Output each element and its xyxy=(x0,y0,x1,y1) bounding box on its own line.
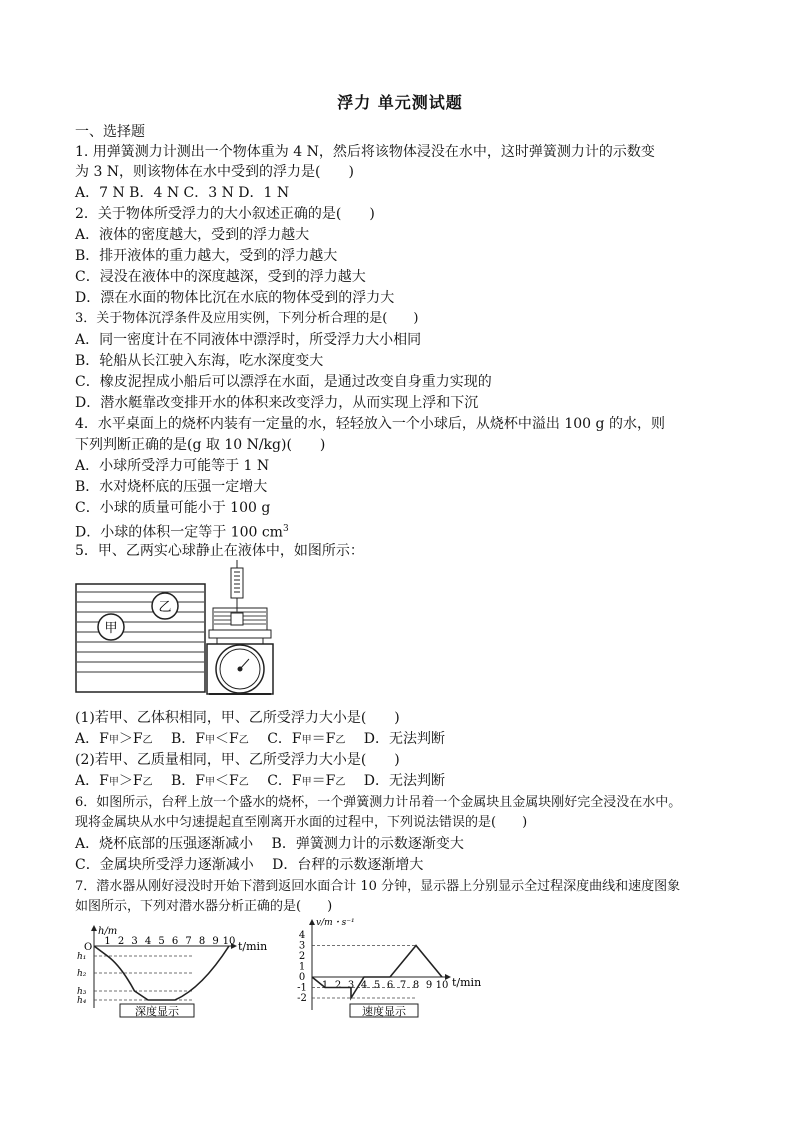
section-heading: 一、选择题 xyxy=(75,124,145,140)
speed-y-tick-label: 1 xyxy=(298,961,306,973)
q2-option-b: B．排开液体的重力越大，受到的浮力越大 xyxy=(75,248,338,264)
speed-x-tick-label: 6 xyxy=(386,980,394,991)
speed-x-tick-label: 2 xyxy=(334,980,342,991)
speed-ylabel: v/m・s⁻¹ xyxy=(316,918,355,928)
q4-stem-line1: 4．水平桌面上的烧杯内装有一定量的水，轻轻放入一个小球后，从烧杯中溢出 100 g 的水，则 xyxy=(75,416,665,432)
q7-stem-line1: 7．潜水器从刚好浸没时开始下潜到返回水面合计 10 分钟，显示器上分别显示全过程深度曲线和速度图象 xyxy=(75,879,681,894)
q4-stem-line2: 下列判断正确的是(g 取 10 N/kg)( ) xyxy=(75,437,326,453)
liquid-container-figure xyxy=(75,572,207,694)
page-title: 浮力 单元测试题 xyxy=(337,93,463,112)
depth-chart xyxy=(74,918,279,1018)
depth-x-tick-label: 9 xyxy=(212,936,219,947)
depth-xlabel: t/min xyxy=(238,940,268,953)
ball-jia-label: 甲 xyxy=(104,621,118,636)
speed-y-tick-label: 2 xyxy=(298,951,306,962)
ball-yi-label: 乙 xyxy=(158,600,172,615)
depth-x-tick-label: 7 xyxy=(185,936,192,947)
speed-y-tick-label: 0 xyxy=(298,972,306,983)
q5-sub2-options: A．F甲＞F乙 B．F甲＜F乙 C．F甲＝F乙 D．无法判断 xyxy=(75,773,446,789)
depth-x-tick-label: 2 xyxy=(117,936,125,947)
scale-spring-balance-figure xyxy=(205,560,277,696)
depth-ylabel: h/m xyxy=(98,926,118,937)
depth-y-tick-label: h₁ xyxy=(77,952,87,962)
q4-option-b: B．水对烧杯底的压强一定增大 xyxy=(75,479,268,495)
q2-stem: 2．关于物体所受浮力的大小叙述正确的是( ) xyxy=(75,206,375,222)
depth-y-tick-label: h₄ xyxy=(77,996,87,1006)
q3-option-d: D．潜水艇靠改变排开水的体积来改变浮力，从而实现上浮和下沉 xyxy=(75,395,479,411)
q3-option-c: C．橡皮泥捏成小船后可以漂浮在水面，是通过改变自身重力实现的 xyxy=(75,374,492,390)
q2-option-d: D．漂在水面的物体比沉在水底的物体受到的浮力大 xyxy=(75,290,395,306)
depth-x-tick-label: 6 xyxy=(171,936,179,947)
speed-chart xyxy=(290,914,495,1018)
depth-x-tick-label: 10 xyxy=(222,936,236,947)
speed-caption: 速度显示 xyxy=(362,1005,406,1018)
speed-x-tick-label: 9 xyxy=(425,980,433,991)
speed-y-tick-label: 3 xyxy=(298,940,306,952)
speed-x-tick-label: 4 xyxy=(360,980,368,991)
speed-x-tick-label: 5 xyxy=(373,980,381,991)
q3-option-a: A．同一密度计在不同液体中漂浮时，所受浮力大小相同 xyxy=(75,332,422,348)
q6-stem-line2: 现将金属块从水中匀速提起直至刚离开水面的过程中，下列说法错误的是( ) xyxy=(75,815,528,830)
depth-x-tick-label: 8 xyxy=(198,936,206,947)
depth-x-tick-label: 4 xyxy=(144,936,152,947)
q3-option-b: B．轮船从长江驶入东海，吃水深度变大 xyxy=(75,353,324,369)
speed-x-tick-label: 1 xyxy=(321,980,329,991)
q4-option-d: D．小球的体积一定等于 100 $cm^3$ xyxy=(75,524,289,541)
q1-stem-line1: 1. 用弹簧测力计测出一个物体重为 4 N，然后将该物体浸没在水中，这时弹簧测力计的示数变 xyxy=(75,144,655,160)
q5-sub2: (2)若甲、乙质量相同，甲、乙所受浮力大小是( ) xyxy=(75,752,400,768)
speed-xlabel: t/min xyxy=(452,976,482,989)
q1-stem-line2: 为 3 N，则该物体在水中受到的浮力是( ) xyxy=(75,164,354,180)
q2-option-c: C．浸没在液体中的深度越深，受到的浮力越大 xyxy=(75,269,366,285)
q4-option-a: A．小球所受浮力可能等于 1 N xyxy=(75,458,270,474)
q5-stem: 5．甲、乙两实心球静止在液体中，如图所示： xyxy=(75,543,364,559)
speed-y-tick-label: 4 xyxy=(298,930,306,941)
q7-stem-line2: 如图所示，下列对潜水器分析正确的是( ) xyxy=(75,899,333,914)
q4-option-c: C．小球的质量可能小于 100 g xyxy=(75,500,271,516)
depth-origin: O xyxy=(84,942,93,953)
q6-options-row2: C．金属块所受浮力逐渐减小 D．台秤的示数逐渐增大 xyxy=(75,857,424,873)
q3-stem: 3．关于物体沉浮条件及应用实例，下列分析合理的是( ) xyxy=(75,311,419,326)
speed-x-tick-label: 7 xyxy=(399,980,407,991)
depth-x-tick-label: 1 xyxy=(104,936,111,947)
q6-stem-line1: 6．如图所示，台秤上放一个盛水的烧杯，一个弹簧测力计吊着一个金属块且金属块刚好完全浸没在水中。 xyxy=(75,795,682,810)
q5-sub1-options: A．F甲＞F乙 B．F甲＜F乙 C．F甲＝F乙 D．无法判断 xyxy=(75,731,446,747)
q2-option-a: A．液体的密度越大，受到的浮力越大 xyxy=(75,227,310,243)
speed-x-tick-label: 3 xyxy=(347,980,355,991)
q6-options-row1: A．烧杯底部的压强逐渐减小 B．弹簧测力计的示数逐渐变大 xyxy=(75,836,464,852)
speed-x-tick-label: 10 xyxy=(435,980,449,991)
depth-y-tick-label: h₃ xyxy=(77,987,87,997)
speed-y-tick-label: -1 xyxy=(297,982,307,994)
depth-x-tick-label: 3 xyxy=(131,936,138,947)
depth-y-tick-label: h₂ xyxy=(77,969,87,979)
speed-y-tick-label: -2 xyxy=(297,993,307,1004)
depth-caption: 深度显示 xyxy=(135,1005,179,1018)
q1-options: A．7 N B．4 N C．3 N D．1 N xyxy=(75,185,290,201)
q5-sub1: (1)若甲、乙体积相同，甲、乙所受浮力大小是( ) xyxy=(75,710,400,726)
depth-x-tick-label: 5 xyxy=(158,936,165,947)
speed-x-tick-label: 8 xyxy=(412,980,420,991)
